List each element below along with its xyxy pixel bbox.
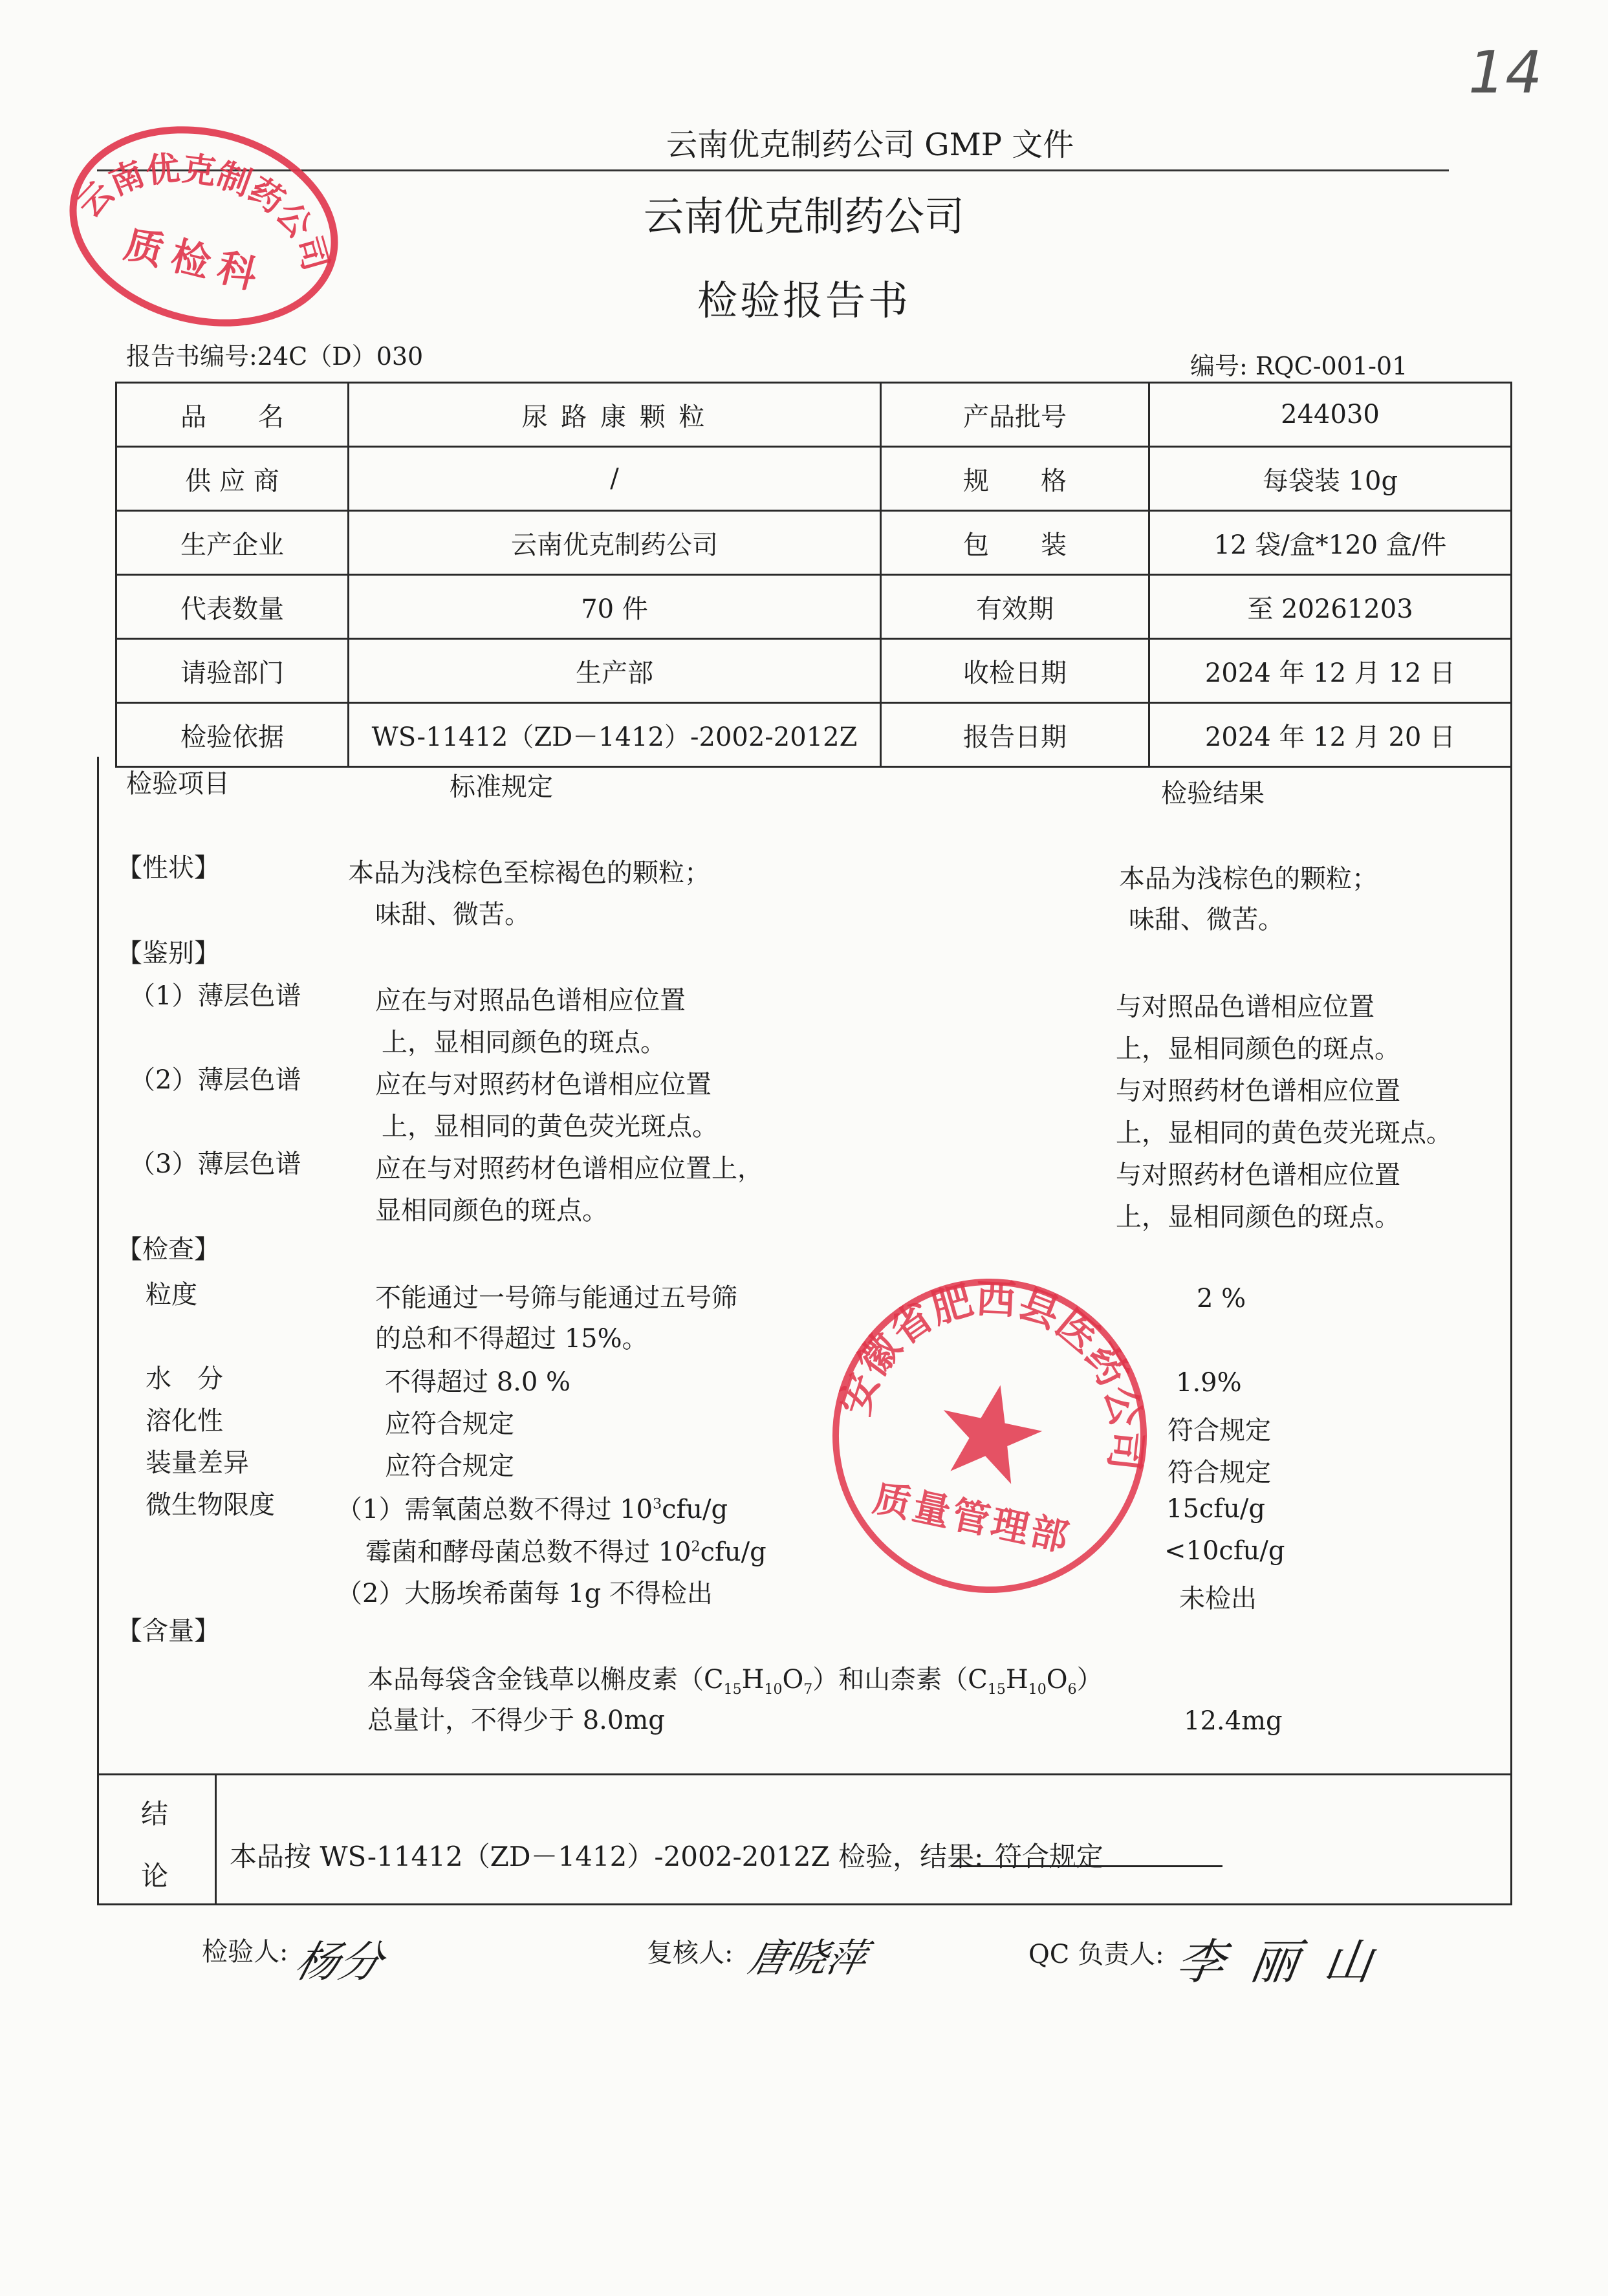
company-name: 云南优克制药公司 xyxy=(643,193,964,240)
inspector-signature: 杨分 xyxy=(290,1937,389,1987)
table-row xyxy=(116,447,1512,511)
conclusion-label-2: 论 xyxy=(141,1860,169,1892)
tlc-1-name: （1）薄层色谱 xyxy=(129,981,301,1011)
tlc-2-result-2: 上，显相同的黄色荧光斑点。 xyxy=(1116,1118,1452,1148)
table-row xyxy=(116,511,1512,575)
dept-value: 生产部 xyxy=(349,639,881,703)
section-inspection: 【检查】 xyxy=(116,1235,220,1264)
manufacturer-value: 云南优克制药公司 xyxy=(349,511,881,575)
granularity-standard-1: 不能通过一号筛与能通过五号筛 xyxy=(375,1283,737,1313)
package-value: 12 袋/盒*120 盒/件 xyxy=(1149,511,1512,575)
expiry-label: 有效期 xyxy=(881,575,1149,639)
section-content: 【含量】 xyxy=(116,1616,220,1646)
appearance-result-2: 味甜、微苦。 xyxy=(1129,905,1284,935)
tlc-2-name: （2）薄层色谱 xyxy=(129,1065,301,1095)
tlc-1-result-1: 与对照品色谱相应位置 xyxy=(1116,992,1374,1022)
weight-variation-result: 符合规定 xyxy=(1168,1458,1271,1488)
appearance-standard-1: 本品为浅棕色至棕褐色的颗粒； xyxy=(348,858,710,888)
page-title: 检验报告书 xyxy=(697,277,911,324)
header-file-label: 云南优克制药公司 GMP 文件 xyxy=(666,127,1074,163)
section-appearance: 【性状】 xyxy=(116,853,220,883)
report-number: 报告书编号:24C（D）030 xyxy=(126,342,424,371)
section-identification: 【鉴别】 xyxy=(116,938,220,968)
batch-label: 产品批号 xyxy=(881,383,1149,447)
form-code: 编号: RQC-001-01 xyxy=(1190,352,1408,380)
dept-label: 请验部门 xyxy=(116,639,349,703)
tlc-1-standard-1: 应在与对照品色谱相应位置 xyxy=(375,986,686,1015)
moisture-name: 水 分 xyxy=(146,1364,223,1394)
supplier-value: / xyxy=(349,447,881,511)
tlc-1-result-2: 上，显相同颜色的斑点。 xyxy=(1116,1034,1400,1064)
content-result: 12.4mg xyxy=(1184,1706,1283,1736)
column-header-standard: 标准规定 xyxy=(450,772,553,802)
stamp1-bottom-text: 质检科 xyxy=(120,221,270,301)
tlc-3-name: （3）薄层色谱 xyxy=(129,1149,301,1179)
batch-value: 244030 xyxy=(1149,383,1512,447)
content-standard-2: 总量计，不得少于 8.0mg xyxy=(367,1706,665,1735)
qc-label: QC 负责人: xyxy=(1028,1940,1164,1969)
reviewer-signature: 唐晓萍 xyxy=(744,1936,871,1981)
stamp2-top-text: 安徽省肥西县医药公司 xyxy=(831,1274,1151,1473)
pharmacy-qa-stamp xyxy=(821,1268,1158,1604)
star-icon xyxy=(931,1375,1050,1488)
appearance-result-1: 本品为浅棕色的颗粒； xyxy=(1119,864,1378,894)
company-qc-stamp xyxy=(52,110,356,343)
quantity-value: 70 件 xyxy=(349,575,881,639)
report-date-value: 2024 年 12 月 20 日 xyxy=(1149,703,1512,767)
tlc-2-standard-2: 上，显相同的黄色荧光斑点。 xyxy=(382,1112,718,1142)
conclusion-label-1: 结 xyxy=(141,1798,169,1830)
info-table xyxy=(115,382,1512,768)
table-row xyxy=(116,575,1512,639)
appearance-standard-2: 味甜、微苦。 xyxy=(375,900,530,929)
package-label: 包 装 xyxy=(881,511,1149,575)
expiry-value: 至 20261203 xyxy=(1149,575,1512,639)
microbial-standard-1: （1）需氧菌总数不得过 $10^3cfu/g$ xyxy=(336,1495,728,1524)
reviewer-label: 复核人: xyxy=(647,1938,733,1968)
solubility-result: 符合规定 xyxy=(1168,1416,1271,1446)
microbial-standard-2: 霉菌和酵母菌总数不得过 $10^2cfu/g$ xyxy=(365,1537,766,1567)
tlc-3-result-2: 上，显相同颜色的斑点。 xyxy=(1116,1202,1400,1232)
moisture-result: 1.9% xyxy=(1176,1368,1242,1398)
conclusion-divider xyxy=(215,1773,217,1903)
granularity-standard-2: 的总和不得超过 15%。 xyxy=(375,1324,648,1354)
page-number: 14 xyxy=(1468,39,1543,107)
solubility-standard: 应符合规定 xyxy=(385,1409,514,1439)
granularity-result: 2 % xyxy=(1197,1284,1246,1314)
tlc-3-standard-1: 应在与对照药材色谱相应位置上， xyxy=(375,1154,763,1184)
table-row xyxy=(116,383,1512,447)
received-value: 2024 年 12 月 12 日 xyxy=(1149,639,1512,703)
microbial-name: 微生物限度 xyxy=(146,1490,275,1520)
report-date-label: 报告日期 xyxy=(881,703,1149,767)
weight-variation-name: 装量差异 xyxy=(146,1448,249,1478)
weight-variation-standard: 应符合规定 xyxy=(385,1451,514,1481)
basis-value: WS-11412（ZD－1412）-2002-2012Z xyxy=(349,703,881,767)
tlc-3-standard-2: 显相同颜色的斑点。 xyxy=(375,1196,608,1226)
solubility-name: 溶化性 xyxy=(146,1406,223,1436)
moisture-standard: 不得超过 8.0 % xyxy=(385,1367,571,1397)
results-box xyxy=(97,757,1512,1775)
tlc-3-result-1: 与对照药材色谱相应位置 xyxy=(1116,1160,1400,1190)
product-value: 尿 路 康 颗 粒 xyxy=(349,383,881,447)
spec-value: 每袋装 10g xyxy=(1149,447,1512,511)
basis-label: 检验依据 xyxy=(116,703,349,767)
product-label: 品 名 xyxy=(116,383,349,447)
inspector-label: 检验人: xyxy=(202,1937,288,1967)
microbial-result-3: 未检出 xyxy=(1179,1584,1257,1614)
conclusion-underline xyxy=(951,1865,1222,1867)
stamp2-bottom-text: 质量管理部 xyxy=(869,1475,1075,1561)
microbial-standard-3: （2）大肠埃希菌每 1g 不得检出 xyxy=(336,1579,713,1608)
qc-signature: 李丽山 xyxy=(1173,1934,1402,1990)
tlc-1-standard-2: 上，显相同颜色的斑点。 xyxy=(382,1028,666,1057)
microbial-result-2: <10cfu/g xyxy=(1164,1536,1285,1566)
quantity-label: 代表数量 xyxy=(116,575,349,639)
spec-label: 规 格 xyxy=(881,447,1149,511)
tlc-2-result-1: 与对照药材色谱相应位置 xyxy=(1116,1076,1400,1106)
manufacturer-label: 生产企业 xyxy=(116,511,349,575)
received-label: 收检日期 xyxy=(881,639,1149,703)
supplier-label: 供 应 商 xyxy=(116,447,349,511)
stamp1-top-text: 云南优克制药公司 xyxy=(70,149,336,276)
column-header-item: 检验项目 xyxy=(126,769,230,799)
conclusion-result: 符合规定 xyxy=(995,1841,1104,1872)
table-row xyxy=(116,639,1512,703)
microbial-result-1: 15cfu/g xyxy=(1166,1494,1265,1524)
content-standard-1: 本品每袋含金钱草以槲皮素$(C_{15}H_{10}O_7)$和山柰素$(C_{15}H_{10}O_6)$ xyxy=(367,1665,1103,1698)
conclusion-text: 本品按 WS-11412（ZD－1412）-2002-2012Z 检验，结果: xyxy=(230,1841,984,1872)
tlc-2-standard-1: 应在与对照药材色谱相应位置 xyxy=(375,1070,712,1099)
column-header-result: 检验结果 xyxy=(1161,779,1265,808)
granularity-name: 粒度 xyxy=(146,1280,197,1310)
